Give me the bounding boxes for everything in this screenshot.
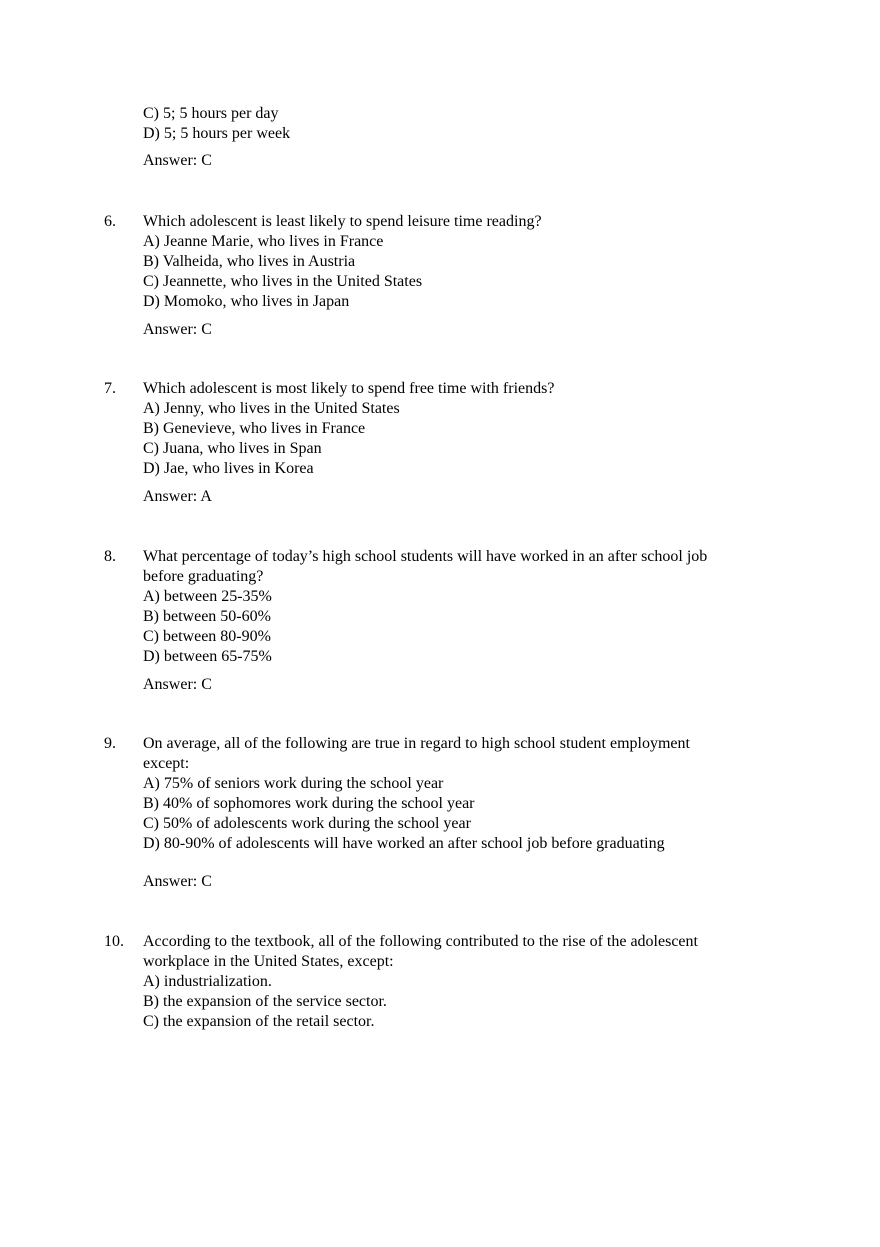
question-6 bbox=[143, 212, 783, 340]
option-a: A) 75% of seniors work during the school year bbox=[143, 775, 444, 792]
question-stem: Which adolescent is most likely to spend free time with friends? bbox=[143, 380, 555, 397]
question-number: 9. bbox=[104, 735, 116, 752]
option-b: B) the expansion of the service sector. bbox=[143, 993, 387, 1010]
answer: Answer: C bbox=[143, 676, 212, 693]
option-c: C) between 80-90% bbox=[143, 628, 271, 645]
option-c: C) Juana, who lives in Span bbox=[143, 440, 322, 457]
answer: Answer: C bbox=[143, 152, 212, 169]
option-d: D) between 65-75% bbox=[143, 648, 272, 665]
question-number: 7. bbox=[104, 380, 116, 397]
question-number: 8. bbox=[104, 548, 116, 565]
option-b: B) Genevieve, who lives in France bbox=[143, 420, 366, 437]
option-d: D) 5; 5 hours per week bbox=[143, 125, 291, 142]
question-number: 6. bbox=[104, 213, 116, 230]
question-stem-line-1: What percentage of today’s high school students will have worked in an after school job bbox=[143, 548, 708, 565]
option-b: B) 40% of sophomores work during the school year bbox=[143, 795, 475, 812]
answer: Answer: A bbox=[143, 488, 212, 505]
question-stem-line-1: According to the textbook, all of the following contributed to the rise of the adolescent bbox=[143, 933, 698, 950]
question-7 bbox=[143, 379, 783, 507]
option-b: B) between 50-60% bbox=[143, 608, 271, 625]
option-c: C) Jeannette, who lives in the United States bbox=[143, 273, 423, 290]
option-c: C) 5; 5 hours per day bbox=[143, 105, 279, 122]
option-d: D) Momoko, who lives in Japan bbox=[143, 293, 350, 310]
answer: Answer: C bbox=[143, 321, 212, 338]
question-8 bbox=[143, 547, 783, 695]
option-c: C) the expansion of the retail sector. bbox=[143, 1013, 375, 1030]
question-number: 10. bbox=[104, 933, 124, 950]
question-9 bbox=[143, 734, 783, 892]
option-c: C) 50% of adolescents work during the school year bbox=[143, 815, 471, 832]
option-b: B) Valheida, who lives in Austria bbox=[143, 253, 356, 270]
question-stem-line-1: On average, all of the following are true in regard to high school student employment bbox=[143, 735, 690, 752]
question-stem-line-2: except: bbox=[143, 755, 190, 772]
question-stem-line-2: before graduating? bbox=[143, 568, 264, 585]
question-10 bbox=[143, 932, 783, 1032]
option-a: A) Jeanne Marie, who lives in France bbox=[143, 233, 384, 250]
option-a: A) industrialization. bbox=[143, 973, 272, 990]
question-stem-line-2: workplace in the United States, except: bbox=[143, 953, 394, 970]
question-stem: Which adolescent is least likely to spend leisure time reading? bbox=[143, 213, 542, 230]
answer: Answer: C bbox=[143, 873, 212, 890]
option-d: D) Jae, who lives in Korea bbox=[143, 460, 314, 477]
option-d: D) 80-90% of adolescents will have worked an after school job before graduating bbox=[143, 835, 665, 852]
option-a: A) between 25-35% bbox=[143, 588, 272, 605]
question-5-continued bbox=[143, 104, 783, 171]
option-a: A) Jenny, who lives in the United States bbox=[143, 400, 400, 417]
